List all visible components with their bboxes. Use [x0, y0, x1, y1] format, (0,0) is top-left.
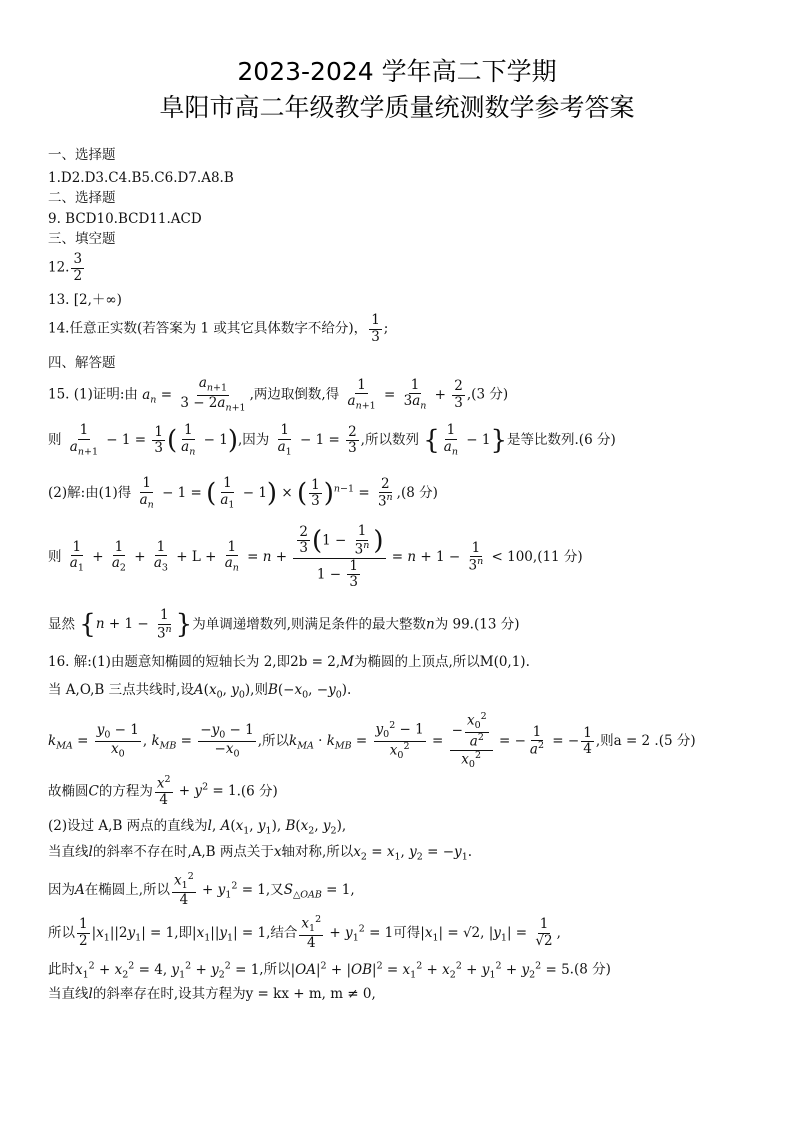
q16-l9-mid: ,所以 — [259, 961, 291, 978]
q15-l1-score: ,(3 分) — [466, 386, 509, 403]
q16-line-6: 当直线l的斜率不存在时,A,B 两点关于x轴对称,所以$x_2 = x_1$, $y_2 = -y_1$. — [48, 844, 473, 863]
title-line-2: 阜阳市高二年级教学质量统测数学参考答案 — [159, 93, 635, 122]
q16-l9-formula-a: $x_1^2 + x_2^2 = 4$, $y_1^2 + y_2^2 = 1$ — [75, 960, 260, 981]
q16-l2-prefix: 当 A,O,B 三点共线时,设 — [48, 682, 194, 698]
answer-12-label: 12. — [48, 259, 70, 276]
q15-line-2 — [48, 423, 616, 458]
q16-l8-prefix: 所以 — [48, 924, 75, 941]
q16-l10-eq: y = kx + m, m ≠ 0, — [245, 986, 376, 1002]
q16-l7-formula-a: $\frac{x_1^2}{4}$ + $y_1^2 = 1$ — [174, 871, 266, 909]
section-heading-fill: 三、填空题 — [48, 231, 116, 247]
q16-l8-formula-a: $\frac{1}{2}$ $|x_1||2y_1| = 1$ — [79, 916, 175, 949]
section-heading-multi-choice: 二、选择题 — [48, 190, 116, 206]
q16-l4-score: .(6 分) — [236, 783, 278, 800]
q16-line-7 — [48, 872, 355, 909]
q16-l2-point-b: $B(-x_0$, $-y_0$). — [267, 682, 352, 701]
q15-l5-formula: {n + 1 − $\frac{1}{3^n}$ } — [79, 607, 193, 642]
q15-l1-prefix: 15. (1)证明:由 — [48, 386, 138, 403]
q16-l4-prefix: 故椭圆 — [48, 783, 89, 800]
answer-12-num: 3 — [73, 251, 83, 267]
q15-l2-formula-c: { $\frac{1}{a_n}$ − 1} — [423, 422, 508, 458]
q16-l3-score: a = 2 .(5 分) — [613, 733, 696, 750]
section-heading-choice: 一、选择题 — [48, 147, 116, 163]
q15-l5-tail: 为 99.(13 分) — [434, 616, 520, 633]
q15-l1-mid: ,两边取倒数,得 — [249, 386, 340, 403]
q16-line-9 — [48, 960, 611, 981]
section-heading-solutions: 四、解答题 — [48, 355, 116, 371]
q16-l7-formula-b: $S_{\triangle OAB} = 1$, — [283, 881, 355, 901]
q16-l3-formula-a: $k_{MA}$ = $\frac{y_0 - 1}{x_0}$ , $k_{MB}$ = $\frac{-y_0 - 1}{-x_0}$ — [48, 721, 254, 760]
q15-l4-score: ,(11 分) — [532, 548, 583, 565]
q15-line-3 — [48, 476, 438, 511]
q16-l6-tail: 轴对称,所以 — [281, 844, 354, 860]
q16-l5-formula: l, $A(x_1$, $y_1$), $B(x_2$, $y_2$), — [207, 818, 347, 837]
q15-l5-end: 为单调递增数列,则满足条件的最大整数 — [192, 616, 426, 633]
q15-l3-score: ,(8 分) — [396, 485, 438, 502]
q16-l9-score: .(8 分) — [569, 961, 611, 978]
q16-line-5 — [48, 818, 346, 838]
answer-14-num: 1 — [371, 312, 380, 328]
q15-l2-end: 是等比数列.(6 分) — [507, 432, 616, 449]
q16-l7-A: A — [75, 881, 85, 898]
answer-14-fraction — [369, 313, 382, 345]
q16-l3-mid: ,所以 — [257, 733, 290, 750]
q16-l1-mid: , — [335, 654, 341, 670]
q16-l6-x: x — [273, 844, 282, 860]
q16-l9-prefix: 此时 — [48, 961, 75, 978]
q15-l4-formula: $\frac{1}{a_1}$ + $\frac{1}{a_2}$ + $\frac{1}{a_3}$ + L + $\frac{1}{a_n}$ = n + $\frac{2}{3}$ (1 − $\frac{1}{3^n}$ ) 1 − $\frac{1}{3}$ = n + 1 − $\frac{1}{3^n}$ < 100 — [69, 523, 533, 591]
q16-line-3 — [48, 712, 696, 771]
q16-l2-point-a: $A(x_0$, $y_0$) — [193, 682, 251, 701]
q16-l8-formula-b: $|x_1||y_1| = 1$ — [192, 924, 267, 944]
q16-l9-formula-b: $|OA|^2 + |OB|^2 = x_1^2 + x_2^2 + y_1^2 + y_2^2 = 5$ — [290, 960, 570, 981]
q15-l2-prefix: 则 — [48, 432, 62, 449]
q16-l8-mid: ,即 — [174, 924, 193, 941]
q15-line-4 — [48, 524, 583, 591]
q15-l2-mid: ,因为 — [237, 432, 270, 449]
q16-l8-formula-c: $\frac{x_1^2}{4}$ + $y_1^2 = 1$ — [301, 914, 394, 952]
answer-12-den: 2 — [73, 267, 83, 284]
q16-l5-text: (2)设过 A,B 两点的直线为 — [48, 818, 208, 834]
q15-l2-formula-b: $\frac{1}{a_1}$ − 1 = $\frac{2}{3}$ — [277, 422, 357, 458]
title-line-1: 2023-2024 学年高二下学期 — [237, 57, 557, 86]
q16-l4-mid: 的方程为 — [98, 783, 153, 800]
q15-l5-n: n — [426, 616, 435, 633]
q15-l2-mid2: ,所以数列 — [360, 432, 419, 449]
q16-l1-point: M(0,1). — [479, 654, 530, 670]
q16-l10-mid: 的斜率存在时,设其方程为 — [92, 986, 246, 1002]
q16-l6-formula: $x_2 = x_1$, $y_2 = -y_1$. — [353, 844, 473, 863]
q16-line-2 — [48, 682, 351, 702]
q16-l2-mid: ,则 — [250, 682, 268, 698]
answer-12-fraction — [71, 252, 84, 284]
q16-l6-mid: 的斜率不存在时,A,B 两点关于 — [92, 844, 274, 860]
q16-l3-then: ,则 — [595, 733, 614, 750]
q15-l3-prefix: (2)解:由(1)得 — [48, 485, 132, 502]
q16-line-4 — [48, 775, 278, 809]
q16-l1-b: 2b = 2 — [290, 654, 336, 670]
q16-l7-tail: ,又 — [265, 881, 284, 898]
q16-l7-prefix: 因为 — [48, 881, 75, 898]
q16-l1-M: M — [340, 654, 354, 670]
q16-l8-mid2: ,结合 — [266, 924, 298, 941]
q15-l1-formula-b: $\frac{1}{a_{n+1}}$ = $\frac{1}{3a_n}$ + $\frac{2}{3}$ — [347, 376, 463, 412]
answer-14-text: 14.任意正实数(若答案为 1 或其它具体数字不给分)， — [48, 320, 368, 337]
q15-l1-formula-a: $a_n$ = $\frac{a_{n+1}}{3 - 2a_{n+1}}$ — [142, 375, 246, 414]
q16-l1-text: 16. 解:(1)由题意知椭圆的短轴长为 2,即 — [48, 654, 291, 670]
q16-l10-prefix: 当直线 — [48, 986, 89, 1002]
q16-l7-mid: 在椭圆上,所以 — [84, 881, 171, 898]
q16-l8-mid3: 可得 — [393, 924, 421, 941]
q16-line-10: 当直线l的斜率存在时,设其方程为y = kx + m, m ≠ 0, — [48, 986, 376, 1002]
q16-l1-tail: 为椭圆的上顶点,所以 — [353, 654, 480, 670]
q15-l2-formula-a: $\frac{1}{a_{n+1}}$ − 1 = $\frac{1}{3}$ ( $\frac{1}{a_n}$ − 1) — [69, 422, 238, 458]
answer-14-den: 3 — [371, 328, 380, 345]
q16-l3-formula-b: $k_{MA} \cdot k_{MB}$ = $\frac{y_0^2 - 1}{x_0^2}$ = − $\frac{x_0^2}{a^2}$ $x_0^2$ = − $\frac{1}{a^2}$ = − $\frac{1}{4}$ — [289, 711, 592, 771]
answer-13: 13. [2,＋∞) — [48, 292, 122, 308]
q16-l8-formula-d: $|x_1| = √2$, $|y_1|$ = $\frac{1}{√2}$ , — [420, 916, 561, 949]
answer-14-end: ; — [383, 320, 389, 337]
q16-line-1 — [48, 654, 530, 671]
q15-l3-formula: $\frac{1}{a_n}$ − 1 = ( $\frac{1}{a_1}$ − 1) × ( $\frac{1}{3}$ )$^{n-1}$ = $\frac{2}{3^n}$ — [139, 475, 393, 511]
q16-l4-formula: $\frac{x^2}{4}$ + $y^2 = 1$ — [156, 774, 237, 809]
q16-l4-C: C — [88, 783, 99, 800]
choice-answers: 1.D2.D3.C4.B5.C6.D7.A8.B — [48, 170, 234, 186]
multi-choice-answers: 9. BCD10.BCD11.ACD — [48, 211, 202, 227]
q15-line-5 — [48, 608, 519, 642]
q16-l6-prefix: 当直线 — [48, 844, 89, 860]
q15-line-1 — [48, 376, 508, 414]
q16-line-8 — [48, 915, 561, 952]
q15-l4-prefix: 则 — [48, 548, 62, 565]
answer-12 — [48, 252, 86, 284]
answer-14 — [48, 313, 388, 345]
q15-l5-prefix: 显然 — [48, 616, 75, 633]
